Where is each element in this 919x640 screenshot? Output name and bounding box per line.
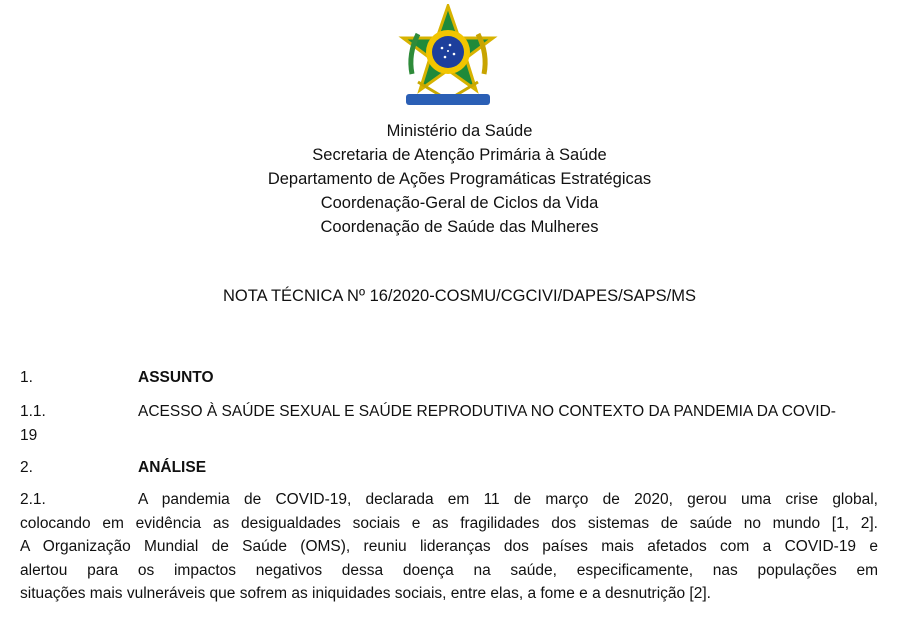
paragraph-line: colocando em evidência as desigualdades sociais e as fragilidades dos sistemas de saúde no mundo [1, 2]. — [20, 514, 878, 532]
section-number: 1. — [20, 369, 33, 386]
section-heading: ANÁLISE — [138, 459, 207, 476]
paragraph-line — [20, 488, 878, 512]
header-line: Departamento de Ações Programáticas Estratégicas — [267, 170, 652, 188]
paragraph-line: situações mais vulneráveis que sofrem as iniquidades sociais, entre elas, a fome e a desnutrição [2]. — [20, 585, 711, 602]
paragraph-number: 2.1. — [20, 491, 46, 508]
paragraph-2-1 — [20, 488, 878, 606]
paragraph-line: A Organização Mundial de Saúde (OMS), reuniu lideranças dos países mais afetados com a COVID-19 e — [20, 538, 878, 555]
paragraph-line: alertou para os impactos negativos dessa doença na saúde, especificamente, nas populações em — [20, 561, 878, 579]
header-line: Coordenação-Geral de Ciclos da Vida — [320, 194, 599, 212]
section-number: 1.1. — [20, 403, 46, 420]
header-line: Ministério da Saúde — [386, 122, 533, 140]
section-text-continuation: 19 — [20, 427, 38, 444]
paragraph-text: A pandemia de COVID-19, declarada em 11 de março de 2020, gerou uma crise global, — [138, 491, 878, 508]
issuing-body-header — [0, 119, 919, 239]
coat-of-arms-logo — [398, 4, 498, 112]
section-text: ACESSO À SAÚDE SEXUAL E SAÚDE REPRODUTIVA NO CONTEXTO DA PANDEMIA DA COVID- — [138, 403, 836, 420]
header-line: Secretaria de Atenção Primária à Saúde — [312, 146, 607, 164]
section-heading: ASSUNTO — [138, 369, 214, 386]
section-number: 2. — [20, 459, 33, 476]
document-title: NOTA TÉCNICA Nº 16/2020-COSMU/CGCIVI/DAPES/SAPS/MS — [222, 287, 697, 305]
header-line: Coordenação de Saúde das Mulheres — [320, 218, 599, 236]
